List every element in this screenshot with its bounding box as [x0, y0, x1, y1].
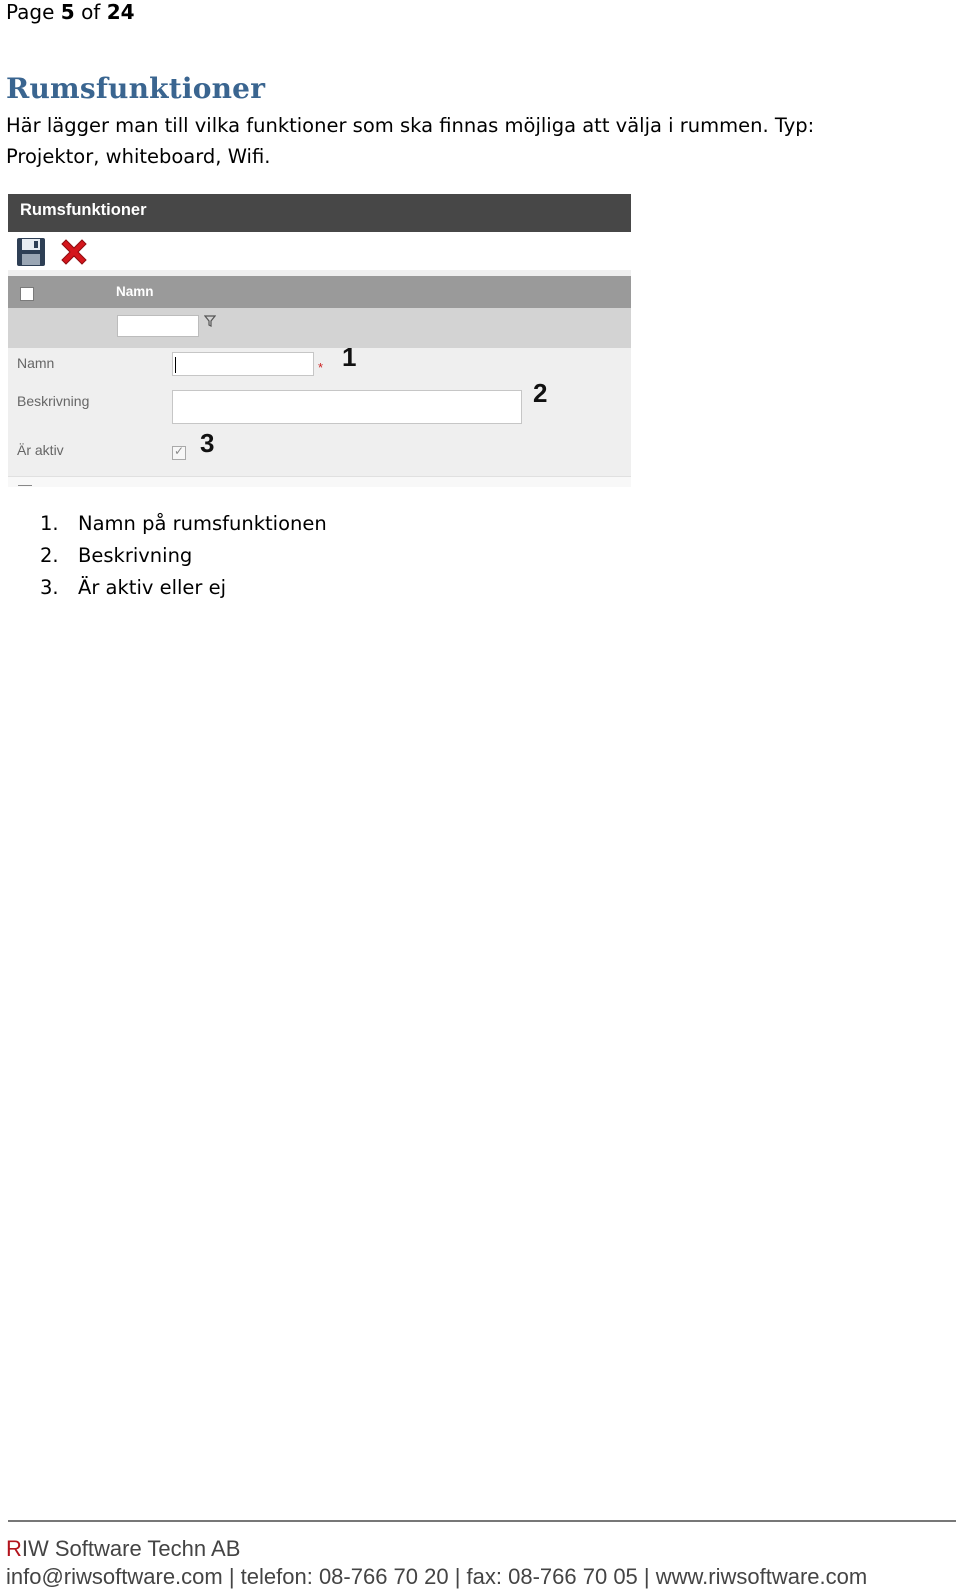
- edit-form: [8, 342, 631, 486]
- numbered-list: [0, 508, 327, 604]
- marker-2: 2: [533, 378, 548, 408]
- description-input[interactable]: [172, 390, 522, 424]
- form-bottom-divider: [8, 476, 631, 487]
- list-text: Namn på rumsfunktionen: [78, 512, 327, 535]
- list-item: [0, 540, 327, 572]
- footer-company: [6, 1536, 240, 1562]
- list-item: [0, 508, 327, 540]
- page-label: Page: [6, 0, 55, 24]
- page-current: 5: [60, 0, 75, 24]
- name-label: Namn: [17, 355, 55, 371]
- text-cursor: [175, 357, 176, 373]
- toolbar: [8, 232, 631, 270]
- section-heading: Rumsfunktioner: [6, 72, 266, 105]
- page-total: 24: [106, 0, 135, 24]
- checkmark-icon: ✓: [174, 444, 185, 458]
- partial-checkbox-edge: [18, 485, 32, 486]
- grid-header: [8, 276, 631, 308]
- select-all-checkbox[interactable]: [20, 287, 34, 301]
- list-item: [0, 572, 327, 604]
- page-of: of: [81, 0, 101, 24]
- list-number: 1.: [40, 512, 59, 535]
- filter-icon[interactable]: [204, 315, 216, 327]
- list-number: 2.: [40, 544, 59, 567]
- marker-3: 3: [200, 428, 215, 458]
- name-input[interactable]: [172, 352, 314, 376]
- footer-divider: [8, 1520, 956, 1522]
- required-mark: *: [318, 360, 324, 375]
- delete-icon[interactable]: [58, 236, 90, 268]
- footer-contact: info@riwsoftware.com | telefon: 08-766 70 20 | fax: 08-766 70 05 | www.riwsoftware.com: [6, 1564, 868, 1589]
- list-text: Är aktiv eller ej: [78, 576, 227, 599]
- name-filter-input[interactable]: [117, 315, 199, 337]
- column-header-name[interactable]: Namn: [116, 284, 154, 299]
- app-screenshot: [8, 194, 631, 486]
- list-number: 3.: [40, 576, 59, 599]
- active-checkbox[interactable]: [172, 446, 186, 460]
- list-text: Beskrivning: [78, 544, 193, 567]
- marker-1: 1: [342, 342, 357, 372]
- description-label: Beskrivning: [17, 393, 90, 409]
- filter-row: [8, 308, 631, 348]
- company-initial: R: [6, 1536, 22, 1561]
- page-number: [6, 0, 135, 24]
- active-label: Är aktiv: [17, 442, 64, 458]
- intro-paragraph: Här lägger man till vilka funktioner som ska finnas möjliga att välja i rummen. Typ: Projektor, whiteboard, Wifi.: [6, 114, 815, 168]
- company-name-rest: IW Software Techn AB: [21, 1536, 241, 1561]
- panel-title: Rumsfunktioner: [8, 194, 631, 232]
- save-icon[interactable]: [16, 237, 46, 267]
